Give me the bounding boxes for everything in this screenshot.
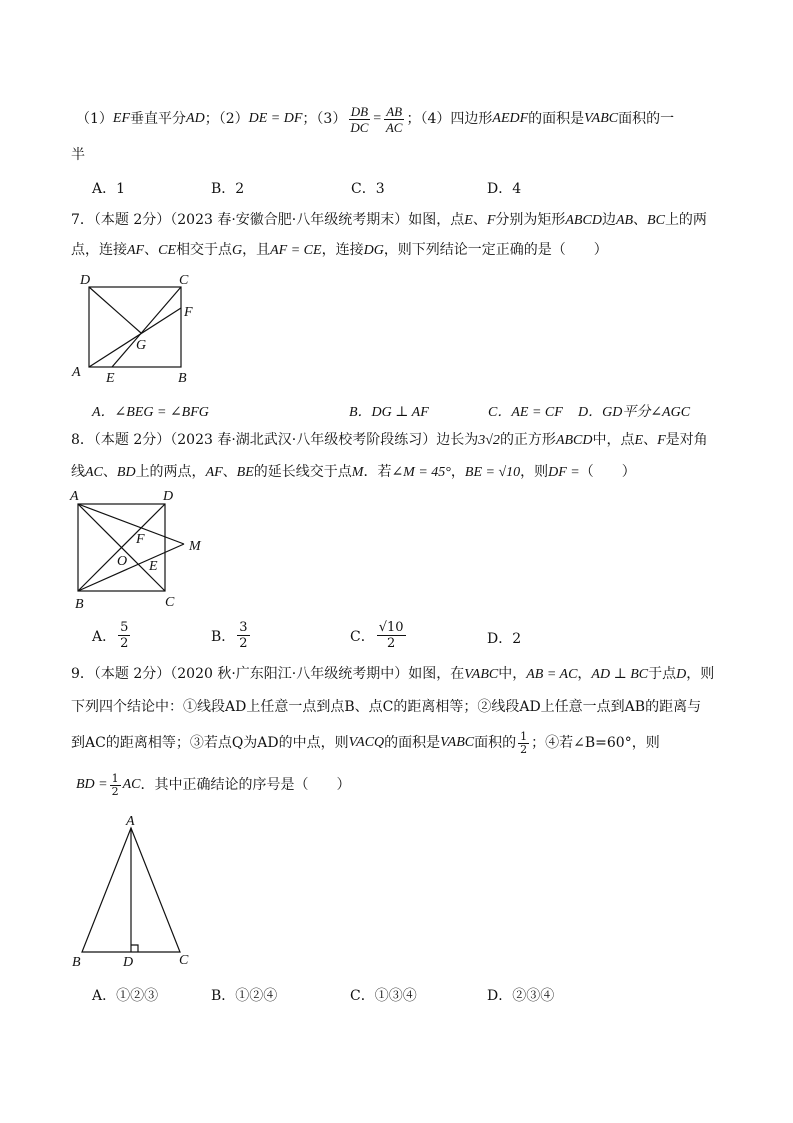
q9-line1: 9．（本题 2分）（2020 秋·广东阳江·八年级统考期中）如图，在VABC中，AB = AC，AD ⊥ BC于点D，则 (71, 666, 715, 682)
label-c: C (179, 273, 189, 288)
label-m: M (189, 539, 201, 554)
q8-option-b[interactable]: B． $\frac{3}{2}$ (211, 620, 248, 651)
label-e: E (106, 371, 115, 386)
q6-option-d[interactable]: D．4 (487, 181, 522, 197)
label-d: D (80, 273, 91, 288)
q8-line1: 8．（本题 2分）（2023 春·湖北武汉·八年级校考阶段练习）边长为3√2的正方形ABCD中，点E、F是对角 (71, 432, 708, 448)
segment-d-to-g (89, 287, 141, 333)
label-a: A (70, 489, 79, 504)
q6-line2: 半 (71, 147, 85, 163)
label-d: D (163, 489, 174, 504)
label-o: O (117, 554, 128, 569)
q9-option-b[interactable]: B．①②④ (211, 988, 278, 1004)
q9-option-c[interactable]: C．①③④ (350, 988, 417, 1004)
q9-triangle-figure (66, 808, 202, 973)
q9-option-d[interactable]: D．②③④ (487, 988, 555, 1004)
label-e: E (149, 559, 158, 574)
q7-option-d[interactable]: D．GD平分∠AGC (578, 405, 691, 420)
label-f: F (184, 305, 193, 320)
label-c: C (179, 953, 189, 968)
label-d: D (123, 955, 134, 970)
q7-option-a[interactable]: A．∠BEG = ∠BFG (92, 405, 209, 420)
q6-option-c[interactable]: C．3 (351, 181, 385, 197)
q9-line4: BD = $\frac{1}{2}$ AC ．其中正确结论的序号是（ ） (76, 771, 351, 798)
q8-square-figure (66, 486, 216, 612)
q7-option-b[interactable]: B．DG ⊥ AF (349, 405, 429, 420)
q9-line3: 到AC的距离相等；③若点Q为AD的中点，则 VACQ 的面积是 VABC 面积的 $\frac{1}{2}$ ；④若∠B=60°，则 (71, 729, 660, 756)
label-g: G (136, 338, 147, 353)
segment-c-to-e (112, 287, 181, 367)
q6-option-a[interactable]: A．1 (92, 181, 126, 197)
q9-line2: 下列四个结论中：①线段AD上任意一点到点B、点C的距离相等；②线段AD上任意一点到AB的距离与 (71, 699, 702, 715)
q8-option-a[interactable]: A． $\frac{5}{2}$ (92, 620, 129, 651)
q8-option-d[interactable]: D．2 (487, 631, 522, 647)
label-c: C (165, 595, 175, 610)
q7-rectangle-figure (70, 270, 210, 388)
q6-option-b[interactable]: B．2 (211, 181, 245, 197)
q7-option-c[interactable]: C．AE = CF (488, 405, 563, 420)
label-a: A (72, 365, 81, 380)
q7-line2: 点，连接AF、CE相交于点G，且AF = CE，连接DG，则下列结论一定正确的是（ ） (71, 242, 608, 258)
q6-line1: （1） EF 垂直平分 AD ；（2） DE = DF ；（3） $\frac{DB}{DC}$ = $\frac{AB}{AC}$ ；（4）四边形 AEDF 的面积是 VABC 面积的一 (76, 103, 675, 135)
fraction-ab-ac: $\frac{AB}{AC}$ (385, 103, 403, 135)
right-angle-mark (131, 945, 138, 952)
q7-line1: 7．（本题 2分）（2023 春·安徽合肥·八年级统考期末）如图，点E、F分别为矩形ABCD边AB、BC上的两 (71, 212, 707, 228)
fraction-db-dc: $\frac{DB}{DC}$ (350, 103, 369, 135)
q8-option-c[interactable]: C． $\frac{√10}{2}$ (350, 620, 404, 651)
label-f: F (136, 532, 145, 547)
label-b: B (178, 371, 187, 386)
label-a: A (126, 814, 135, 829)
q9-option-a[interactable]: A．①②③ (92, 988, 159, 1004)
q8-line2: 线AC、BD上的两点，AF、BE的延长线交于点M．若∠M = 45°，BE = √10，则DF =（ ） (71, 464, 636, 480)
label-b: B (75, 597, 84, 612)
label-b: B (72, 955, 81, 970)
segment-ae-to-f (89, 308, 181, 367)
ray-b-to-m (78, 544, 184, 591)
